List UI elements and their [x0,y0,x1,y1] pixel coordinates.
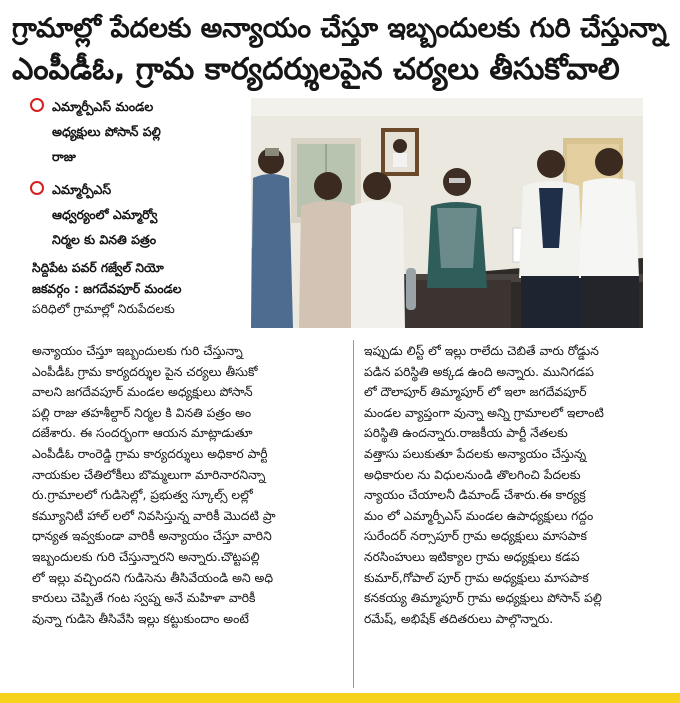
article-line: న్యాయం చేయాలనీ డిమాండ్ చేశారు.ఈ కార్యక్ర [364,488,586,503]
article-line: వత్తాసు పలుకుతూ పేదలకు అన్యాయం చేస్తున్న [364,446,587,461]
highlight-line: రాజు [52,149,76,164]
article-line: కుమార్,గోపాల్ పూర్ గ్రామ అధ్యక్షులు మాసపాక [364,570,589,585]
article-line: పరిధిలో గ్రామాల్లో నిరుపేదలకు [32,302,175,317]
headline-line-1: గ్రామాల్లో పేదలకు అన్యాయం చేస్తూ ఇబ్బందులకు గురి చేస్తున్నా [12,13,667,44]
column-divider [353,340,354,688]
article-line: నాయకుల చేతిలోకీలు బొమ్మలుగా మారినారనిన్నా [32,467,266,482]
headline-line-2: ఎంపీడీఓ, గ్రామ కార్యదర్శులపైన చర్యలు తీసుకోవాలి [12,52,620,87]
article-column-2 [364,341,654,629]
highlight-item [28,177,250,252]
article-line: నరసింహులు ఇటిక్యాల గ్రామ అధ్యక్షులు కడప [364,549,580,564]
article-line: దజేశారు. ఈ సందర్భంగా ఆయన మాట్లాడుతూ [32,426,253,441]
article-line: అధికారుల ను విధులనుండి తొలగించి పేదలకు [364,467,581,482]
highlight-line: ఆధ్వర్యంలో ఎమ్మార్వో [52,207,158,222]
highlight-line: ఎమ్మార్పీఎస్ [52,182,112,197]
highlight-line: ఎమ్మార్పీఎస్ మండల [52,99,154,114]
article-line: లో దౌలాపూర్ తిమ్మాపూర్ లో ఇలా జగదేవపూర్ [364,385,587,400]
article-line: పరిస్థితి ఉందన్నారు.రాజకీయ పార్టీ నేతలకు [364,426,568,441]
article-line: పడిన పరిస్థితి అక్కడ ఉంది అన్నారు. మునిగడప [364,364,594,379]
highlight-line: నిర్మల కు వినతి పత్రం [52,232,157,247]
article-column-1-top [32,258,250,320]
article-line: రమేష్, అభిషేక్ తదితరులు పాల్గొన్నారు. [364,611,554,626]
article-line: ధాన్యత ఇవ్వకుండా వారికీ అన్యాయం చేస్తూ వారిని [32,529,272,544]
article-line: రు.గ్రామాలలో గుడిసెల్లో, ప్రభుత్వ స్కూల్స్ లల్లో [32,488,253,503]
article-line: వున్నా గుడిసె తీసివేసి ఇల్లు కట్టుకుందాం అంటే [32,611,249,626]
article-line: అన్యాయం చేస్తూ ఇబ్బందులకు గురి చేస్తున్నా [32,344,243,358]
article-line: వాలని జగదేవపూర్ మండల అధ్యక్షులు పోసాన్ [32,385,253,400]
article-line: ఎంపీడీఓ రాంరెడ్డి గ్రామ కార్యదర్శులు అధికార పార్టీ [32,446,268,461]
highlights-list [28,94,250,260]
article-line: కమ్యూనిటీ హాల్ లలో నివసిస్తున్న వారికీ మొదటి ప్రా [32,508,276,523]
article-line: మండల వ్యాప్తంగా వున్నా అన్ని గ్రామాలలో ఇలాంటి [364,405,604,420]
article-line: ఇప్పుడు లిస్ట్ లో ఇల్లు రాలేదు చెబితే వారు రోడ్డున [364,344,599,358]
highlight-line: అధ్యక్షులు పోసాన్ పల్లి [52,124,161,139]
article-line: పల్లి రాజు తహశీల్దార్ నిర్మల కి వినతి పత్రం అం [32,405,252,420]
article-line: కనకయ్య తిమ్మాపూర్ గ్రామ అధ్యక్షులు పోసాన్ పల్లి [364,591,602,606]
news-photo [251,98,643,328]
article-line: ఇబ్బందులకు గురి చేస్తున్నారని అన్నారు.చొట్టపల్లి [32,549,260,564]
article-line: కారులు చెప్పితే గంట స్వప్న అనే మహిళా వారికీ [32,591,256,606]
article-line: ఎంపీడీఓ గ్రామ కార్యదర్శుల పైన చర్యలు తీసుకో [32,364,258,379]
article-column-1 [32,341,354,629]
article-line: సురేందర్ నర్సాపూర్ గ్రామ అధ్యక్షులు మాసపాక [364,529,587,544]
article-line: మం లో ఎమ్మార్పీఎస్ మండల ఉపాధ్యక్షులు గద్దం [364,508,594,523]
bullet-ring-icon [30,181,44,195]
article-line: లో ఇల్లు వచ్చిందని గుడిసెను తీసివేయండి అని అధి [32,570,274,585]
dateline-line: సిద్దిపేట పవర్ గజ్వేల్ నియో [32,261,164,275]
bullet-ring-icon [30,98,44,112]
highlight-item [28,94,250,169]
bottom-color-bar [0,693,680,703]
dateline-line: జకవర్గం : జగదేవపూర్ మండల [32,281,182,296]
